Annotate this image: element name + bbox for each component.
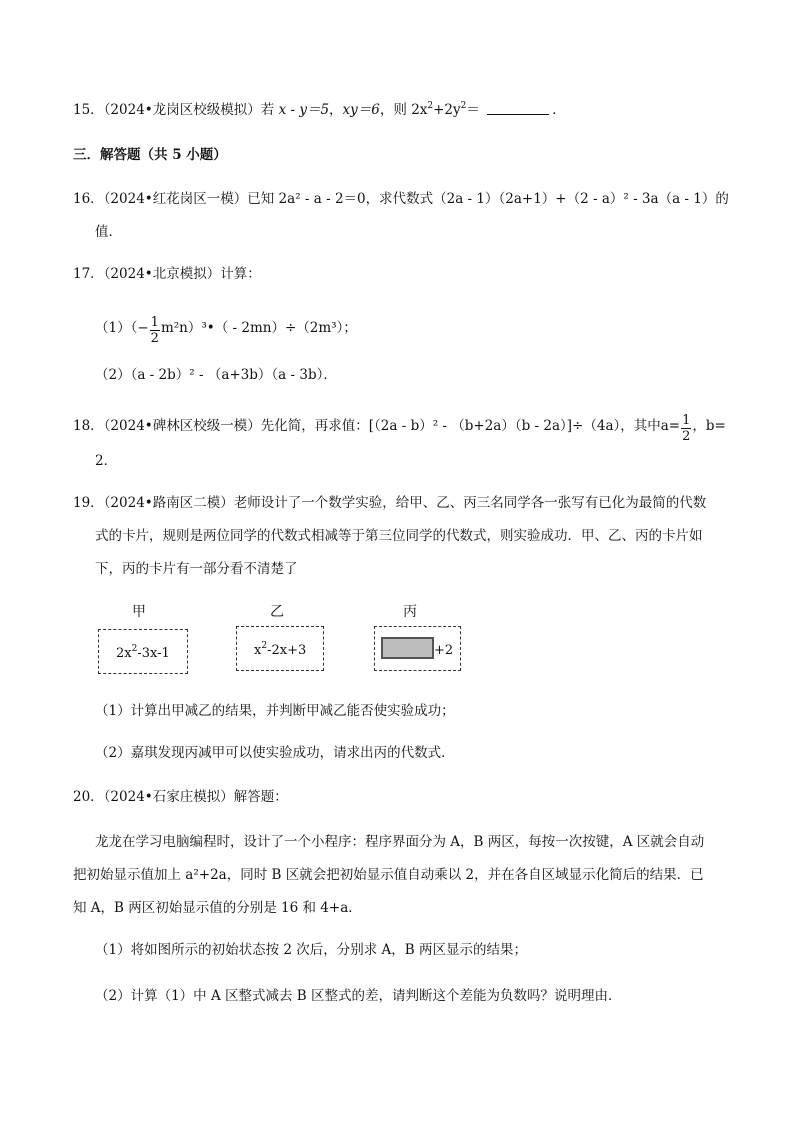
q19-line1: 老师设计了一个数学实验，给甲、乙、丙三名同学各一张写有已化为最简的代数 [233,495,707,511]
q15-math-2: xy＝6 [342,102,380,118]
card-bing [374,626,461,671]
obscured-area [381,637,434,659]
frac-denominator: 2 [682,429,691,444]
q17-part1-b: m²n）³•（ - 2mn）÷（2m³）； [160,320,357,336]
q15-math-1: x - y＝5 [278,102,330,118]
card-jia-expr-a: 2x [116,646,132,661]
q20-sub2: （2）计算（1）中 A 区整式减去 B 区整式的差，请判断这个差能为负数吗？说明理由． [95,988,622,1004]
q17-instruction: 计算： [220,266,261,282]
q19-source: （2024•路南区二模） [103,495,234,511]
card-label-jia: 甲 [132,604,146,620]
q16-line1: 已知 2a² - a - 2＝0，求代数式（2a - 1）（2a+1）+（2 - a）² - 3a（a - 1）的 [247,191,729,207]
answer-blank [487,104,549,115]
card-yi-expr-a: x [254,643,262,658]
section-heading: 三．解答题（共 5 小题） [73,147,227,163]
q15-text-b: ， [329,102,343,118]
question-19 [73,497,706,511]
q17-part1 [95,316,357,345]
card-yi-expression [254,643,306,658]
q19-number: 19． [73,495,104,511]
q20-instruction: 解答题： [233,789,288,805]
question-20 [73,791,288,805]
q15-text-a: 若 [260,102,275,118]
question-15 [73,101,566,118]
card-yi [236,626,324,671]
q15-math-3: 2x [411,102,428,118]
frac-numerator: 1 [682,413,691,428]
q20-number: 20． [73,789,104,805]
q17-part1-a: （− [130,320,149,336]
q15-source: （2024•龙岗区校级模拟） [103,102,261,118]
q17-number: 17． [73,266,104,282]
fraction-one-half-18 [681,414,691,443]
q16-number: 16． [73,191,104,207]
q16-line2: 值． [95,224,122,240]
question-18 [73,414,726,443]
card-yi-expr-b: -2x+3 [267,643,307,658]
q18-text: 先化简，再求值：[（2a - b）² - （b+2a）（b - 2a）]÷（4a），其中 [260,418,661,434]
card-jia [98,629,188,674]
q17-part1-label: （1） [95,320,131,336]
q19-sub2: （2）嘉琪发现丙减甲可以使实验成功，请求出丙的代数式． [95,745,455,761]
frac-numerator: 1 [150,315,159,330]
frac-denominator: 2 [150,331,159,346]
q15-exp-1: 2 [427,101,434,111]
question-17 [73,268,261,282]
q15-end: ． [552,102,566,118]
q20-para1: 龙龙在学习电脑编程时，设计了一个小程序：程序界面分为 A，B 两区，每按一次按键，A 区就会自动 [95,834,705,850]
q15-math-4: +2y [433,102,461,118]
q17-source: （2024•北京模拟） [103,266,221,282]
q19-line2: 式的卡片，规则是两位同学的代数式相减等于第三位同学的代数式，则实验成功．甲、乙、丙的卡片如 [95,528,703,544]
fraction-one-half [150,316,160,345]
q16-source: （2024•红花岗区一模） [103,191,248,207]
card-bing-expression: +2 [434,643,454,658]
q18-number: 18． [73,418,104,434]
question-16 [73,193,729,207]
q17-part2: （2）（a - 2b）² - （a+3b）（a - 3b）． [95,367,337,383]
q18-a-eq: a= [660,418,681,434]
card-label-yi: 乙 [270,604,284,620]
q18-source: （2024•碑林区校级一模） [103,418,261,434]
card-jia-expr-exp: 2 [131,644,138,654]
q20-para3: 知 A，B 两区初始显示值的分别是 16 和 4+a． [73,900,362,916]
q15-exp-2: 2 [460,101,467,111]
q15-text-c: ，则 [379,102,407,118]
q15-number: 15． [73,102,104,118]
q15-text-d: ＝ [466,102,480,118]
q20-sub1: （1）将如图所示的初始状态按 2 次后，分别求 A，B 两区显示的结果； [95,942,528,958]
q20-source: （2024•石家庄模拟） [103,789,234,805]
card-label-bing: 丙 [403,604,417,620]
q20-para2: 把初始显示值加上 a²+2a，同时 B 区就会把初始显示值自动乘以 2，并在各自区域显示化简后的结果．已 [73,867,704,883]
card-jia-expression [116,646,170,661]
q18-line2: 2． [95,453,118,469]
q19-sub1: （1）计算出甲减乙的结果，并判断甲减乙能否使实验成功； [95,703,455,719]
card-jia-expr-b: -3x-1 [137,646,170,661]
q19-line3: 下，丙的卡片有一部分看不清楚了 [95,561,298,577]
card-yi-expr-exp: 2 [261,641,268,651]
q18-b-eq: ，b= [692,418,726,434]
